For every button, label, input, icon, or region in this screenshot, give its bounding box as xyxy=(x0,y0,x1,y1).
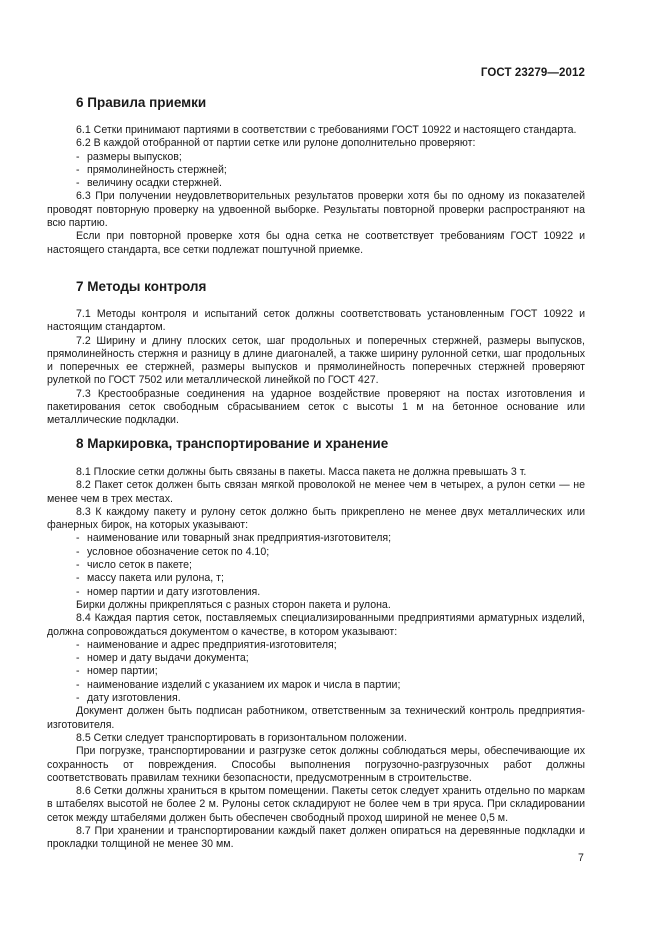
list-item: - величину осадки стержней. xyxy=(76,177,222,190)
section-7-body xyxy=(47,308,585,428)
paragraph-7-2: 7.2 Ширину и длину плоских сеток, шаг продольных и поперечных стержней, размеры выпусков, прямолинейность стержня и разницу в длине диагоналей, а также ширину рулонной сетки, шаг продольных и поперечных ее стержней, размеры выпусков и прямолинейность поперечных стержней проверяют рулеткой по ГОСТ 7502 или металлической линейкой по ГОСТ 427. xyxy=(47,334,585,387)
paragraph-8-6: 8.6 Сетки должны храниться в крытом помещении. Пакеты сеток следует хранить отдельно по маркам в штабелях высотой не более 2 м. Рулоны сеток складируют не более чем в три яруса. При складировании сеток между штабелями должен быть обеспечен свободный проход шириной не менее 0,5 м. xyxy=(47,785,585,824)
paragraph-6-3-note: Если при повторной проверке хотя бы одна сетка не соответствует требованиям ГОСТ 10922 и настоящего стандарта, все сетки подлежат поштучной приемке. xyxy=(47,230,585,256)
paragraph-8-3: 8.3 К каждому пакету и рулону сеток должно быть прикреплено не менее двух металлических или фанерных бирок, на которых указывают: xyxy=(47,505,585,532)
list-item: - массу пакета или рулона, т; xyxy=(76,572,224,585)
paragraph-8-4-note: Документ должен быть подписан работником, ответственным за технический контроль предприятия-изготовителя. xyxy=(47,705,585,731)
list-item: - условное обозначение сеток по 4.10; xyxy=(76,545,270,558)
list-item: - номер партии; xyxy=(76,665,158,678)
page-number: 7 xyxy=(578,852,584,864)
paragraph-7-1: 7.1 Методы контроля и испытаний сеток должны соответствовать установленным ГОСТ 10922 и настоящим стандартом. xyxy=(47,308,585,334)
paragraph-8-4: 8.4 Каждая партия сеток, поставляемых специализированными предприятиями арматурных изделий, должна сопровождаться документом о качестве, в котором указывают: xyxy=(47,612,585,638)
paragraph-8-5: 8.5 Сетки следует транспортировать в горизонтальном положении. xyxy=(76,731,407,744)
section-8-body xyxy=(47,466,585,852)
list-item: - наименование изделий с указанием их марок и числа в партии; xyxy=(76,678,401,691)
paragraph-8-5-note: При погрузке, транспортировании и разгрузке сеток должны соблюдаться меры, обеспечивающие их сохранность от повреждения. Способы выполнения погрузочно-разгрузочных работ должны соответствовать правилам техники безопасности, предусмотренным в строительстве. xyxy=(47,745,585,784)
list-item: - дату изготовления. xyxy=(76,692,181,705)
list-item: - наименование и адрес предприятия-изготовителя; xyxy=(76,638,337,651)
list-item: - наименование или товарный знак предприятия-изготовителя; xyxy=(76,532,392,545)
paragraph-6-3: 6.3 При получении неудовлетворительных результатов проверки хотя бы по одному из показателей проводят повторную проверку на удвоенной выборке. Результаты повторной проверки распространяют на всю партию. xyxy=(47,190,585,230)
section-6-body xyxy=(47,124,585,257)
paragraph-6-2: 6.2 В каждой отобранной от партии сетке или рулоне дополнительно проверяют: xyxy=(76,137,476,150)
paragraph-7-3: 7.3 Крестообразные соединения на ударное воздействие проверяют на постах изготовления и пакетирования сеток свободным сбрасыванием сеток с высоты 1 м на бетонное основание или металлические подкладки. xyxy=(47,387,585,427)
list-item: - число сеток в пакете; xyxy=(76,559,192,572)
list-item: - размеры выпусков; xyxy=(76,150,182,163)
section-8-title: 8 Маркировка, транспортирование и хранение xyxy=(76,436,389,451)
document-id-header: ГОСТ 23279—2012 xyxy=(480,67,585,79)
paragraph-8-2: 8.2 Пакет сеток должен быть связан мягкой проволокой не менее чем в четырех, а рулон сетки — не менее чем в трех местах. xyxy=(47,479,585,505)
paragraph-8-3-note: Бирки должны прикрепляться с разных сторон пакета и рулона. xyxy=(76,598,391,611)
list-item: - номер партии и дату изготовления. xyxy=(76,585,261,598)
paragraph-6-1: 6.1 Сетки принимают партиями в соответствии с требованиями ГОСТ 10922 и настоящего стандарта. xyxy=(76,124,577,136)
section-7-title: 7 Методы контроля xyxy=(76,279,207,294)
section-6-title: 6 Правила приемки xyxy=(76,95,207,110)
list-item: - номер и дату выдачи документа; xyxy=(76,652,249,665)
list-item: - прямолинейность стержней; xyxy=(76,163,227,176)
paragraph-8-1: 8.1 Плоские сетки должны быть связаны в пакеты. Масса пакета не должна превышать 3 т. xyxy=(76,466,527,478)
paragraph-8-7: 8.7 При хранении и транспортировании каждый пакет должен опираться на деревянные подкладки и прокладки толщиной не менее 30 мм. xyxy=(47,825,585,851)
